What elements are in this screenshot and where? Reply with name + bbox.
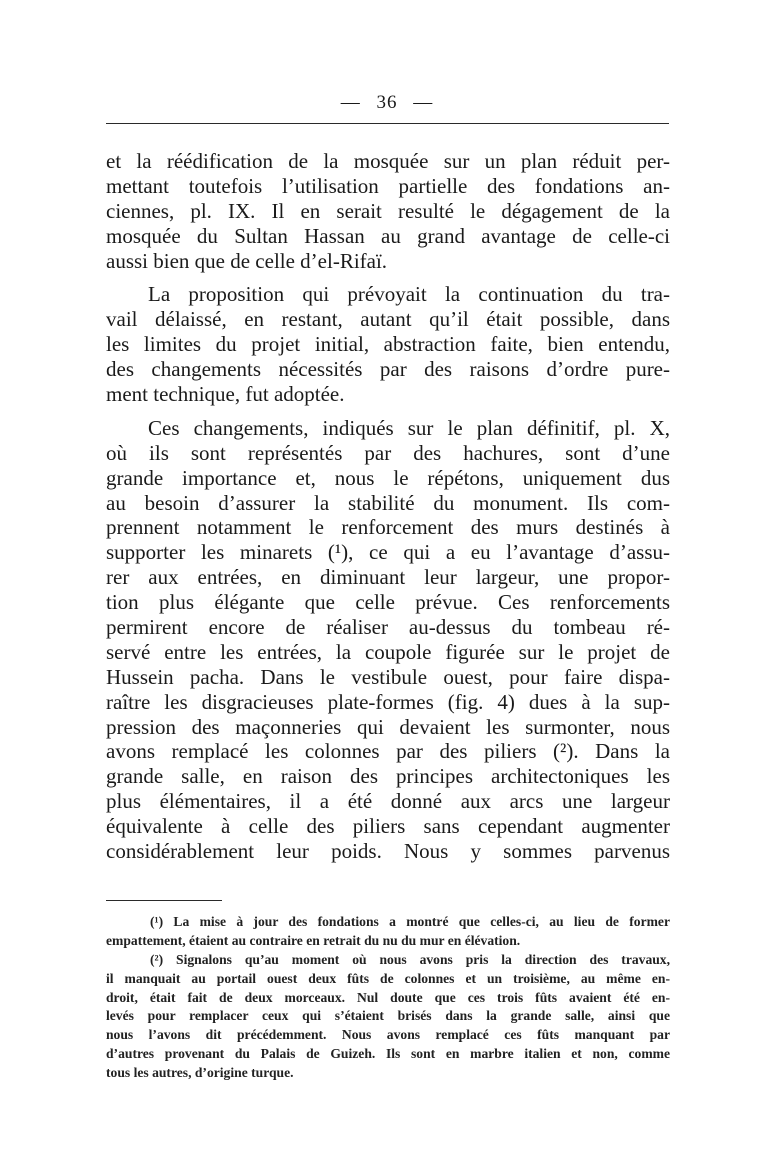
text-line: permirent encore de réaliser au-dessus du tombeau ré-: [106, 615, 670, 640]
text-line: ment technique, fut adoptée.: [106, 382, 345, 407]
footnote-line: empattement, étaient au contraire en retrait du nu du mur en élévation.: [106, 932, 521, 948]
page-number: 36: [376, 92, 398, 113]
text-line: pression des maçonneries qui devaient les surmonter, nous: [106, 714, 670, 739]
text-line: au besoin d’assurer la stabilité du monument. Ils com-: [106, 490, 670, 515]
text-line: mettant toutefois l’utilisation partielle des fondations an-: [106, 173, 670, 198]
text-line: et la réédification de la mosquée sur un plan réduit per-: [106, 149, 670, 173]
footnote-line: levés pour remplacer ceux qui s’étaient brisés dans la grande salle, ainsi que: [106, 1008, 670, 1024]
text-line: raître les disgracieuses plate-formes (fig. 4) dues à la sup-: [106, 689, 670, 714]
footnote-1: [106, 913, 670, 951]
footnote-rule: [106, 900, 222, 901]
text-line: mosquée du Sultan Hassan au grand avantage de celle-ci: [106, 223, 670, 248]
page-header: [106, 92, 668, 114]
header-dash-right: —: [413, 92, 434, 113]
text-line: supporter les minarets (¹), ce qui a eu l’avantage d’assu-: [106, 540, 670, 565]
footnotes: [106, 913, 670, 1083]
text-line: avons remplacé les colonnes par des piliers (²). Dans la: [106, 739, 670, 764]
footnote-line: tous les autres, d’origine turque.: [106, 1065, 294, 1081]
text-line: grande importance et, nous le répétons, uniquement dus: [106, 465, 670, 490]
text-line: rer aux entrées, en diminuant leur largeur, une propor-: [106, 565, 670, 590]
paragraph: [106, 416, 670, 864]
footnote-line: d’autres provenant du Palais de Guizeh. Ils sont en marbre italien et non, comme: [106, 1046, 670, 1062]
text-line: grande salle, en raison des principes architectoniques les: [106, 764, 670, 789]
paragraph-gap: [106, 273, 670, 282]
paragraph: [106, 149, 670, 273]
text-line: où ils sont représentés par des hachures, sont d’une: [106, 440, 670, 465]
text-line: aussi bien que de celle d’el-Rifaï.: [106, 248, 388, 273]
text-line: prennent notamment le renforcement des murs destinés à: [106, 515, 670, 540]
text-line: plus élémentaires, il a été donné aux arcs une largeur: [106, 789, 670, 814]
footnote-line: nous l’avons dit précédemment. Nous avons remplacé ces fûts manquant par: [106, 1027, 670, 1043]
footnote-line: droit, était fait de deux morceaux. Nul doute que ces trois fûts avaient été en-: [106, 989, 670, 1005]
text-line: Ces changements, indiqués sur le plan définitif, pl. X,: [148, 415, 670, 440]
footnote-line: (¹) La mise à jour des fondations a montré que celles-ci, au lieu de former: [150, 914, 670, 929]
footnote-line: (²) Signalons qu’au moment où nous avons pris la direction des travaux,: [150, 951, 670, 967]
paragraph-gap: [106, 407, 670, 416]
header-rule: [106, 123, 669, 124]
text-line: servé entre les entrées, la coupole figurée sur le projet de: [106, 639, 670, 664]
footnote-2: [106, 951, 670, 1083]
text-line: vail délaissé, en restant, autant qu’il était possible, dans: [106, 307, 670, 332]
header-dash-left: —: [340, 92, 361, 113]
text-line: La proposition qui prévoyait la continuation du tra-: [148, 282, 670, 307]
main-text: [106, 149, 670, 864]
paragraph: [106, 282, 670, 406]
text-line: équivalente à celle des piliers sans cependant augmenter: [106, 814, 670, 839]
text-line: Hussein pacha. Dans le vestibule ouest, pour faire dispa-: [106, 664, 670, 689]
text-line: ciennes, pl. IX. Il en serait resulté le dégagement de la: [106, 198, 670, 223]
footnote-line: il manquait au portail ouest deux fûts de colonnes et un troisième, au même en-: [106, 970, 670, 986]
text-line: les limites du projet initial, abstraction faite, bien entendu,: [106, 332, 670, 357]
text-line: tion plus élégante que celle prévue. Ces renforcements: [106, 590, 670, 615]
text-line: des changements nécessités par des raisons d’ordre pure-: [106, 357, 670, 382]
text-line: considérablement leur poids. Nous y sommes parvenus: [106, 839, 670, 864]
